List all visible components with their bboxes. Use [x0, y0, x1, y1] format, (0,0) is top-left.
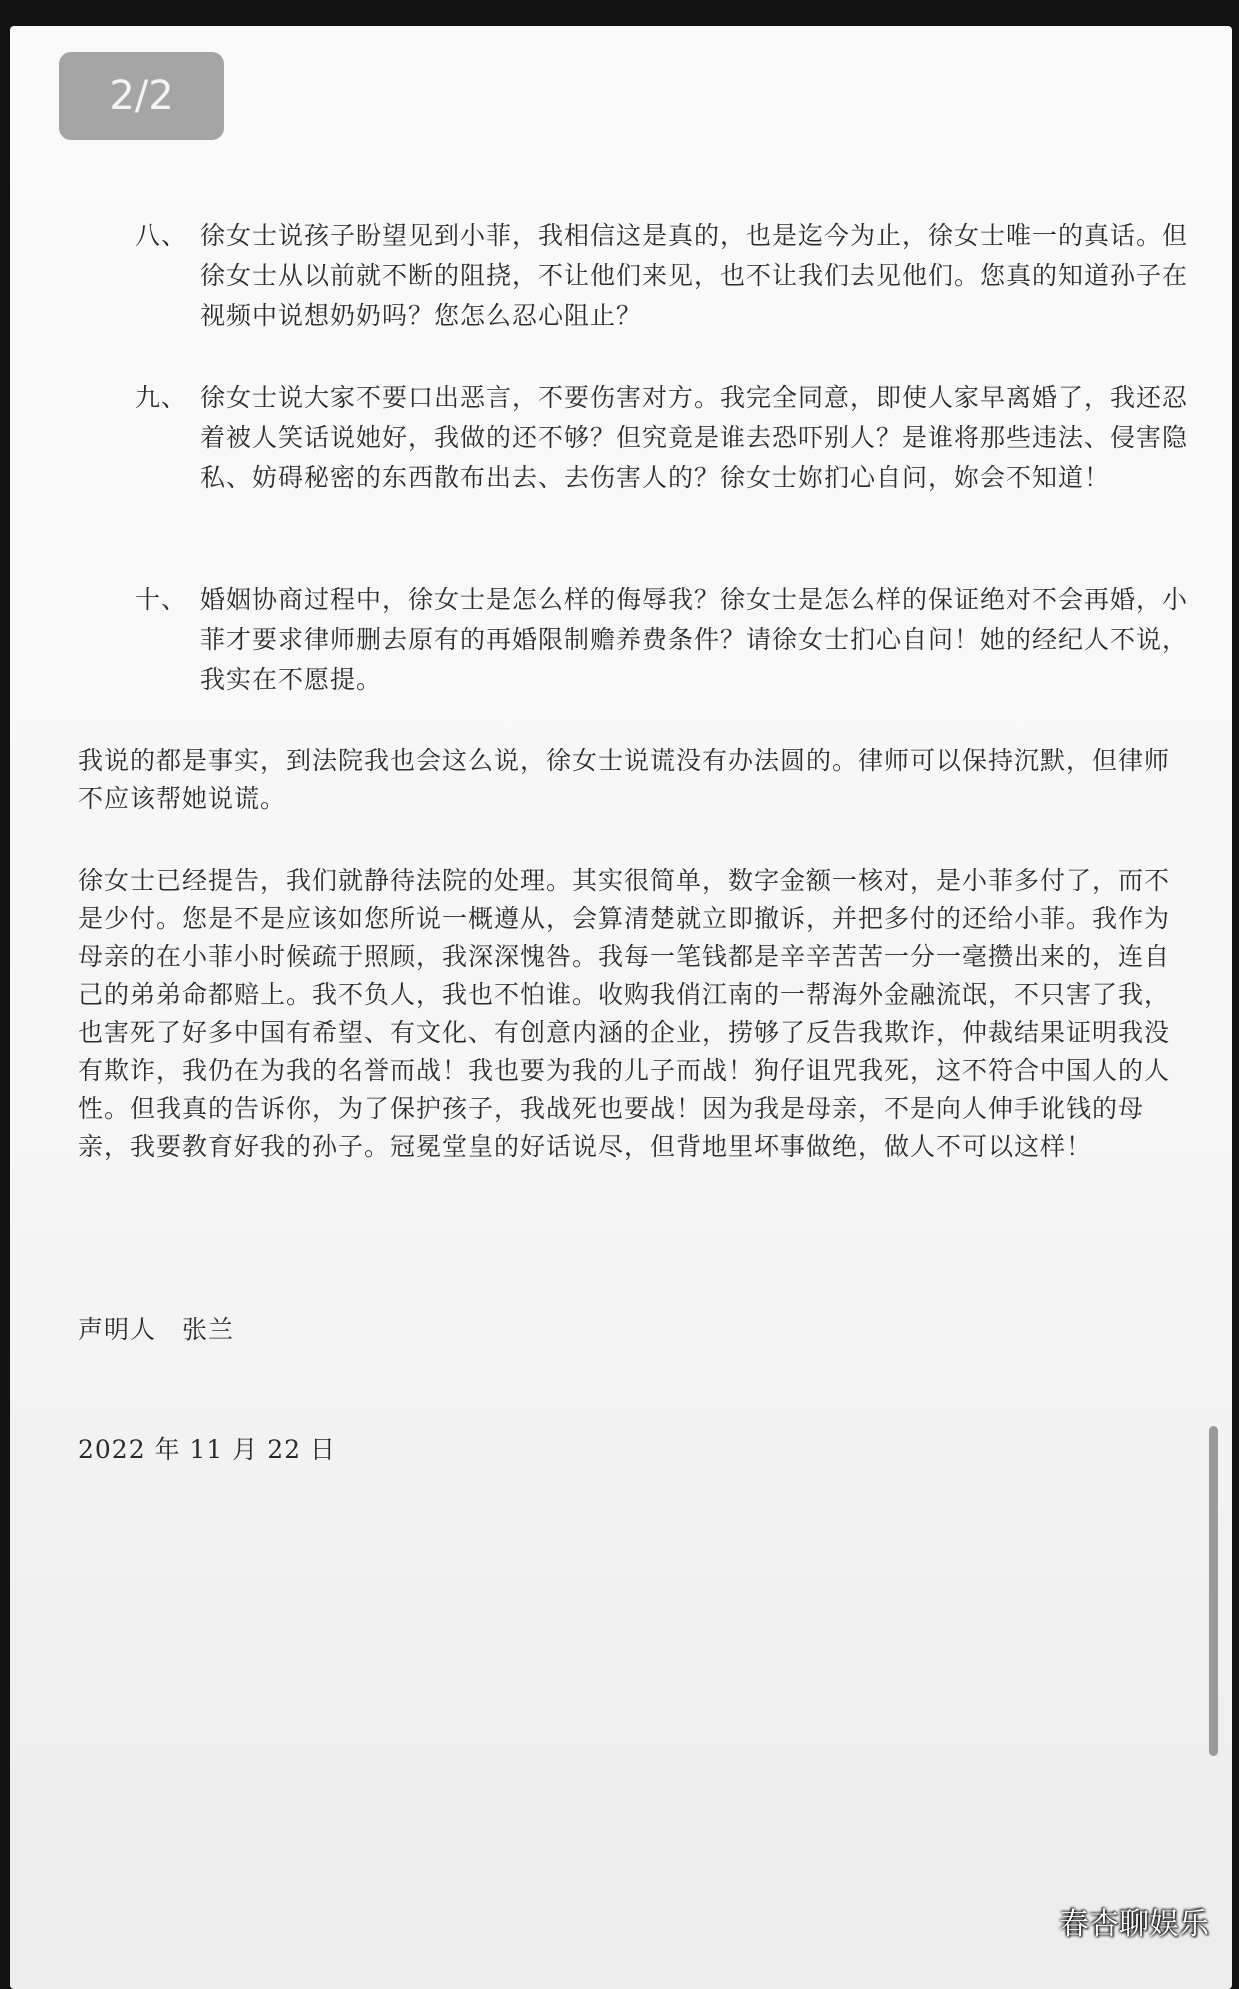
signature: 声明人 张兰 — [78, 1315, 235, 1344]
item-marker: 十、 — [135, 585, 188, 614]
watermark: 春杏聊娱乐 — [1059, 1907, 1209, 1942]
paragraph: 徐女士已经提告，我们就静待法院的处理。其实很简单，数字金额一核对，是小菲多付了，而不是少付。您是不是应该如您所说一概遵从，会算清楚就立即撤诉，并把多付的还给小菲。我作为母亲的在小菲小时候疏于照顾，我深深愧咎。我每一笔钱都是辛辛苦苦一分一毫攒出来的，连自己的弟弟命都赔上。我不负人，我也不怕谁。收购我俏江南的一帮海外金融流氓，不只害了我，也害死了好多中国有希望、有文化、有创意内涵的企业，捞够了反告我欺诈，仲裁结果证明我没有欺诈，我仍在为我的名誉而战！我也要为我的儿子而战！狗仔诅咒我死，这不符合中国人的人性。但我真的告诉你，为了保护孩子，我战死也要战！因为我是母亲，不是向人伸手讹钱的母亲，我要教育好我的孙子。冠冕堂皇的好话说尽，但背地里坏事做绝，做人不可以这样！ — [78, 866, 1171, 1161]
scrollbar[interactable] — [1209, 1426, 1218, 1756]
page-indicator: 2/2 — [59, 52, 224, 140]
date: 2022 年 11 月 22 日 — [78, 1435, 336, 1464]
item-marker: 八、 — [135, 221, 188, 250]
document-page — [10, 26, 1232, 1989]
item-text: 婚姻协商过程中，徐女士是怎么样的侮辱我？徐女士是怎么样的保证绝对不会再婚，小菲才要求律师删去原有的再婚限制赡养费条件？请徐女士扪心自问！她的经纪人不说，我实在不愿提。 — [200, 585, 1189, 694]
item-text: 徐女士说孩子盼望见到小菲，我相信这是真的，也是迄今为止，徐女士唯一的真话。但徐女士从以前就不断的阻挠，不让他们来见，也不让我们去见他们。您真的知道孙子在视频中说想奶奶吗？您怎么忍心阻止？ — [200, 221, 1189, 330]
paragraph: 我说的都是事实，到法院我也会这么说，徐女士说谎没有办法圆的。律师可以保持沉默，但律师不应该帮她说谎。 — [78, 746, 1171, 813]
item-text: 徐女士说大家不要口出恶言，不要伤害对方。我完全同意，即使人家早离婚了，我还忍着被人笑话说她好，我做的还不够？但究竟是谁去恐吓别人？是谁将那些违法、侵害隐私、妨碍秘密的东西散布出去、去伤害人的？徐女士妳扪心自问，妳会不知道！ — [200, 383, 1189, 492]
item-marker: 九、 — [135, 383, 188, 412]
